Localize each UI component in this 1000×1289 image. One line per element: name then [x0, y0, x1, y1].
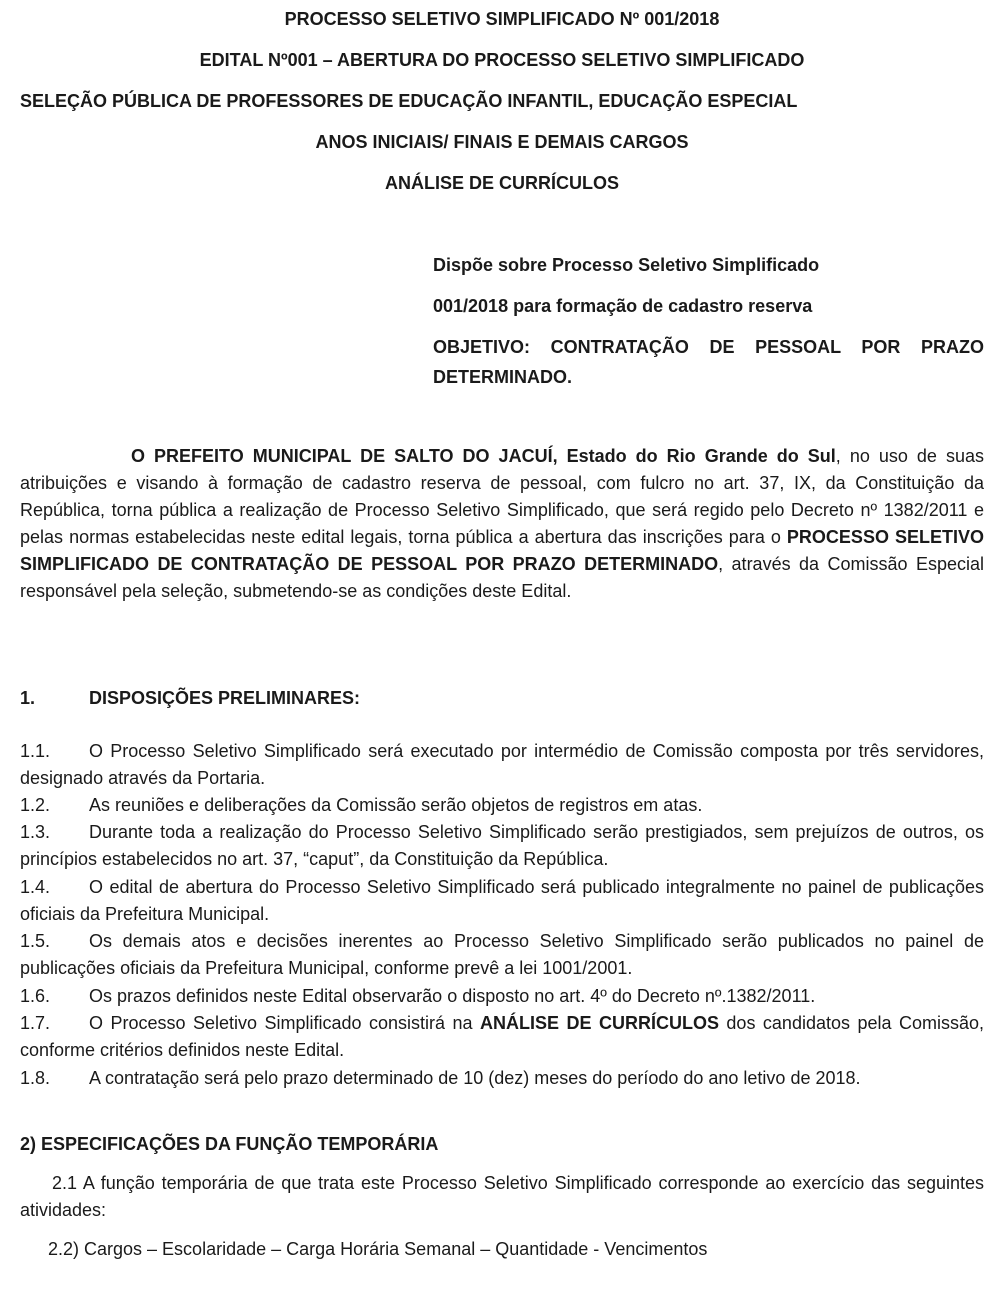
item-number: 1.8. [20, 1068, 51, 1088]
section-1-number: 1. [20, 688, 36, 708]
header-line-2: EDITAL Nº001 – ABERTURA DO PROCESSO SELETIVO SIMPLIFICADO [199, 50, 805, 70]
intro-text-1: , no uso de suas atribuições e visando à formação de cadastro reserva de pessoal, com fulcro no art. 37, IX, da Constituição da República, torna pública a realização de Processo Seletivo Simplificado, que será regido pelo Decreto nº 1382/2011 e pelas normas estabelecidas neste edital legais, torna pública a abertura das inscrições para o [20, 446, 985, 547]
item-1-2 [20, 792, 984, 819]
item-1-5 [20, 928, 984, 982]
item-number: 1.1. [20, 741, 51, 761]
item-text: Os demais atos e decisões inerentes ao Processo Seletivo Simplificado serão publicados no painel de publicações oficiais da Prefeitura Municipal, conforme prevê a lei 1001/2001. [20, 931, 984, 978]
item-number: 1.3. [20, 822, 51, 842]
item-2-2: 2.2) Cargos – Escolaridade – Carga Horária Semanal – Quantidade - Vencimentos [48, 1239, 708, 1259]
intro-bold-start: O PREFEITO MUNICIPAL DE SALTO DO JACUÍ, Estado do Rio Grande do Sul [131, 446, 836, 466]
item-1-8 [20, 1065, 984, 1092]
item-number: 1.7. [20, 1013, 51, 1033]
item-text: O Processo Seletivo Simplificado será executado por intermédio de Comissão composta por três servidores, designado através da Portaria. [20, 741, 984, 788]
header-line-4: ANOS INICIAIS/ FINAIS E DEMAIS CARGOS [315, 132, 689, 152]
item-text: A contratação será pelo prazo determinado de 10 (dez) meses do período do ano letivo de 2018. [89, 1068, 861, 1088]
intro-text-2: , através da Comissão Especial responsável pela seleção, submetendo-se as condições deste Edital. [20, 554, 984, 601]
item-1-4 [20, 874, 984, 928]
item-1-6 [20, 983, 984, 1010]
section-1-heading [20, 689, 984, 707]
summary-line-2: 001/2018 para formação de cadastro reserva [433, 296, 813, 316]
intro-bold-middle: PROCESSO SELETIVO SIMPLIFICADO DE CONTRATAÇÃO DE PESSOAL POR PRAZO DETERMINADO [20, 527, 984, 574]
item-text: Os prazos definidos neste Edital observarão o disposto no art. 4º do Decreto nº.1382/2011. [89, 986, 816, 1006]
summary-objective-line-2: DETERMINADO. [433, 367, 572, 387]
item-text: O edital de abertura do Processo Seletivo Simplificado será publicado integralmente no painel de publicações oficiais da Prefeitura Municipal. [20, 877, 984, 924]
item-text: Durante toda a realização do Processo Seletivo Simplificado serão prestigiados, sem prejuízos de outros, os princípios estabelecidos no art. 37, “caput”, da Constituição da República. [20, 822, 984, 869]
item-text: As reuniões e deliberações da Comissão serão objetos de registros em atas. [89, 795, 703, 815]
item-text-before: O Processo Seletivo Simplificado consistirá na [89, 1013, 480, 1033]
section-2-heading: 2) ESPECIFICAÇÕES DA FUNÇÃO TEMPORÁRIA [20, 1134, 439, 1154]
item-2-1: 2.1 A função temporária de que trata este Processo Seletivo Simplificado corresponde ao exercício das seguintes atividades: [20, 1173, 984, 1220]
header-line-3: SELEÇÃO PÚBLICA DE PROFESSORES DE EDUCAÇÃO INFANTIL, EDUCAÇÃO ESPECIAL [20, 91, 798, 111]
header-line-1: PROCESSO SELETIVO SIMPLIFICADO Nº 001/2018 [284, 9, 720, 29]
item-1-3 [20, 819, 984, 873]
item-number: 1.4. [20, 877, 51, 897]
summary-objective-line-1: OBJETIVO: CONTRATAÇÃO DE PESSOAL POR PRAZO [433, 337, 984, 357]
item-number: 1.5. [20, 931, 51, 951]
item-text-after: dos candidatos pela Comissão, conforme critérios definidos neste Edital. [20, 1013, 984, 1060]
item-number: 1.6. [20, 986, 51, 1006]
summary-line-1: Dispõe sobre Processo Seletivo Simplificado [433, 255, 820, 275]
item-text-bold: ANÁLISE DE CURRÍCULOS [480, 1013, 719, 1033]
item-1-1 [20, 738, 984, 792]
item-number: 1.2. [20, 795, 51, 815]
intro-paragraph [20, 443, 984, 605]
item-1-7 [20, 1010, 984, 1064]
section-1-title: DISPOSIÇÕES PRELIMINARES: [89, 688, 361, 708]
header-line-5: ANÁLISE DE CURRÍCULOS [384, 173, 619, 193]
